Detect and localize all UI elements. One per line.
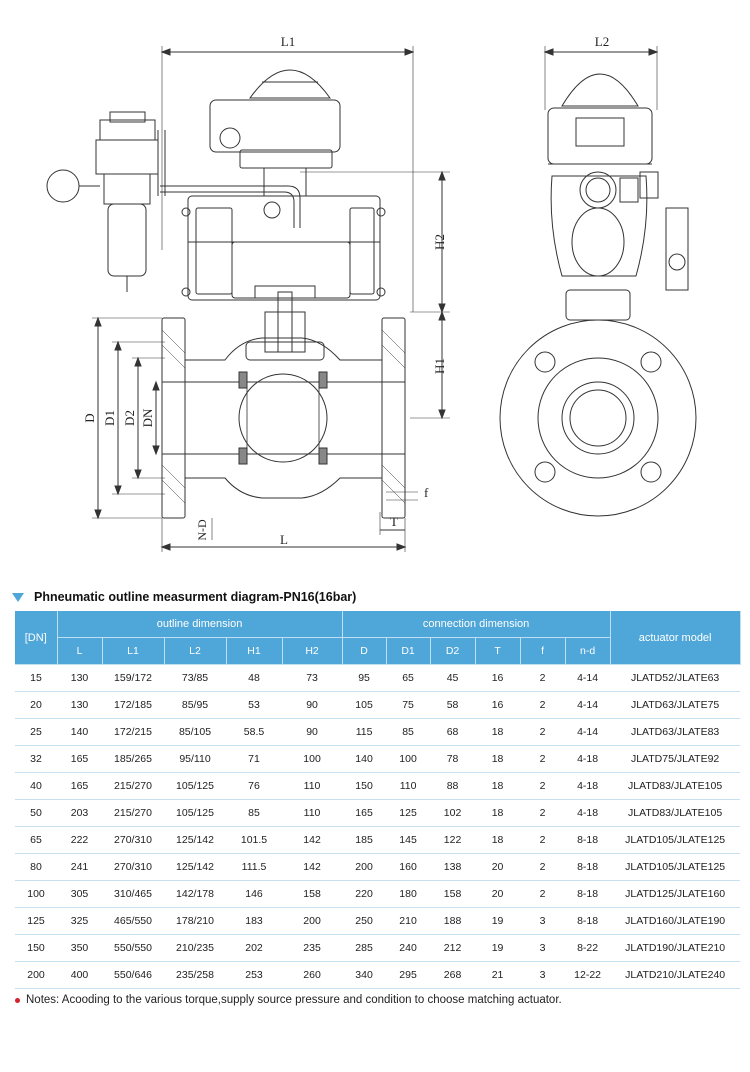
table-cell: 85/105: [164, 719, 226, 746]
table-cell: JLATD125/JLATE160: [610, 881, 740, 908]
table-cell: 200: [342, 854, 386, 881]
table-cell: 178/210: [164, 908, 226, 935]
subheader-cell: L1: [102, 638, 164, 665]
table-cell: 110: [386, 773, 430, 800]
label-H1: H1: [432, 358, 447, 374]
table-cell: 2: [520, 800, 565, 827]
table-cell: 158: [282, 881, 342, 908]
label-L: L: [280, 532, 288, 547]
table-cell: JLATD210/JLATE240: [610, 962, 740, 989]
table-cell: 2: [520, 665, 565, 692]
table-cell: 95/110: [164, 746, 226, 773]
table-cell: 100: [386, 746, 430, 773]
table-cell: 2: [520, 746, 565, 773]
table-cell: 305: [57, 881, 102, 908]
label-f: f: [424, 485, 429, 500]
table-row: [15, 773, 740, 800]
table-cell: 40: [15, 773, 57, 800]
label-D2: D2: [122, 410, 137, 426]
table-cell: 165: [57, 773, 102, 800]
table-cell: 18: [475, 746, 520, 773]
table-cell: 20: [475, 854, 520, 881]
table-cell: 16: [475, 692, 520, 719]
table-row: [15, 665, 740, 692]
table-cell: JLATD63/JLATE75: [610, 692, 740, 719]
table-cell: 183: [226, 908, 282, 935]
table-cell: 2: [520, 692, 565, 719]
table-cell: 2: [520, 854, 565, 881]
label-L2: L2: [594, 34, 610, 49]
table-cell: 212: [430, 935, 475, 962]
table-cell: 125/142: [164, 827, 226, 854]
subheader-cell: f: [520, 638, 565, 665]
table-cell: 100: [15, 881, 57, 908]
table-cell: 110: [282, 800, 342, 827]
table-cell: JLATD105/JLATE125: [610, 827, 740, 854]
table-cell: JLATD160/JLATE190: [610, 908, 740, 935]
table-row: [15, 800, 740, 827]
table-cell: 203: [57, 800, 102, 827]
label-D1: D1: [102, 410, 117, 426]
table-cell: 8-18: [565, 827, 610, 854]
table-cell: 250: [342, 908, 386, 935]
table-cell: 160: [386, 854, 430, 881]
table-cell: 165: [57, 746, 102, 773]
table-cell: 159/172: [102, 665, 164, 692]
dimension-table: [15, 611, 741, 989]
subheader-cell: D: [342, 638, 386, 665]
table-cell: JLATD83/JLATE105: [610, 800, 740, 827]
table-row: [15, 746, 740, 773]
table-cell: 200: [15, 962, 57, 989]
table-cell: 58: [430, 692, 475, 719]
table-cell: 73: [282, 665, 342, 692]
table-cell: 88: [430, 773, 475, 800]
table-cell: 45: [430, 665, 475, 692]
table-cell: 2: [520, 719, 565, 746]
table-cell: 18: [475, 773, 520, 800]
table-cell: 90: [282, 719, 342, 746]
table-cell: 550/646: [102, 962, 164, 989]
section-title: Phneumatic outline measurment diagram-PN16(16bar): [34, 590, 357, 604]
table-cell: 240: [386, 935, 430, 962]
table-cell: 20: [475, 881, 520, 908]
table-row: [15, 908, 740, 935]
table-cell: 50: [15, 800, 57, 827]
table-cell: 310/465: [102, 881, 164, 908]
table-cell: 80: [15, 854, 57, 881]
table-cell: 65: [386, 665, 430, 692]
table-cell: 125/142: [164, 854, 226, 881]
table-cell: 235/258: [164, 962, 226, 989]
table-cell: 53: [226, 692, 282, 719]
table-cell: 111.5: [226, 854, 282, 881]
table-cell: 215/270: [102, 773, 164, 800]
label-ND: N-D: [195, 519, 209, 541]
table-cell: 73/85: [164, 665, 226, 692]
table-cell: 4-14: [565, 692, 610, 719]
table-cell: 100: [282, 746, 342, 773]
table-cell: 101.5: [226, 827, 282, 854]
table-cell: 150: [342, 773, 386, 800]
table-row: [15, 719, 740, 746]
table-cell: JLATD75/JLATE92: [610, 746, 740, 773]
table-cell: 19: [475, 935, 520, 962]
table-cell: 18: [475, 800, 520, 827]
table-cell: JLATD52/JLATE63: [610, 665, 740, 692]
table-cell: JLATD83/JLATE105: [610, 773, 740, 800]
table-row: [15, 692, 740, 719]
subheader-cell: D1: [386, 638, 430, 665]
label-H2: H2: [432, 234, 447, 250]
table-cell: 222: [57, 827, 102, 854]
table-cell: 130: [57, 692, 102, 719]
subheader-cell: T: [475, 638, 520, 665]
table-cell: 400: [57, 962, 102, 989]
table-cell: 105: [342, 692, 386, 719]
table-cell: 8-22: [565, 935, 610, 962]
table-cell: 350: [57, 935, 102, 962]
table-cell: 142: [282, 854, 342, 881]
table-cell: 241: [57, 854, 102, 881]
subheader-cell: n-d: [565, 638, 610, 665]
table-cell: 4-14: [565, 665, 610, 692]
table-cell: 95: [342, 665, 386, 692]
table-cell: 268: [430, 962, 475, 989]
table-cell: 85: [386, 719, 430, 746]
table-cell: 58.5: [226, 719, 282, 746]
table-row: [15, 854, 740, 881]
table-cell: 142: [282, 827, 342, 854]
table-cell: 130: [57, 665, 102, 692]
table-cell: 200: [282, 908, 342, 935]
table-cell: 270/310: [102, 827, 164, 854]
label-DN: DN: [140, 408, 155, 428]
table-cell: 146: [226, 881, 282, 908]
table-cell: 210/235: [164, 935, 226, 962]
table-cell: 48: [226, 665, 282, 692]
table-cell: 172/215: [102, 719, 164, 746]
table-cell: 270/310: [102, 854, 164, 881]
table-cell: 158: [430, 881, 475, 908]
table-cell: 4-14: [565, 719, 610, 746]
header-dn: [DN]: [15, 611, 57, 665]
subheader-cell: L2: [164, 638, 226, 665]
table-cell: 295: [386, 962, 430, 989]
table-cell: 180: [386, 881, 430, 908]
table-cell: 142/178: [164, 881, 226, 908]
table-cell: 102: [430, 800, 475, 827]
triangle-bullet-icon: [12, 593, 24, 602]
label-L1: L1: [280, 34, 296, 49]
table-cell: 140: [57, 719, 102, 746]
header-actuator-model: actuator model: [610, 611, 740, 665]
table-cell: 340: [342, 962, 386, 989]
table-cell: 8-18: [565, 908, 610, 935]
bullet-dot-icon: [15, 998, 20, 1003]
table-cell: 3: [520, 962, 565, 989]
table-cell: 75: [386, 692, 430, 719]
table-cell: 185: [342, 827, 386, 854]
table-cell: 150: [15, 935, 57, 962]
subheader-cell: L: [57, 638, 102, 665]
table-cell: 210: [386, 908, 430, 935]
table-cell: 122: [430, 827, 475, 854]
table-row: [15, 962, 740, 989]
table-cell: 18: [475, 719, 520, 746]
table-cell: 8-18: [565, 881, 610, 908]
table-cell: 125: [15, 908, 57, 935]
table-cell: 465/550: [102, 908, 164, 935]
table-cell: 19: [475, 908, 520, 935]
table-cell: 215/270: [102, 800, 164, 827]
table-cell: 235: [282, 935, 342, 962]
subheader-cell: D2: [430, 638, 475, 665]
table-cell: 20: [15, 692, 57, 719]
section-header: [12, 588, 356, 606]
table-cell: 90: [282, 692, 342, 719]
label-D: D: [82, 413, 97, 423]
table-cell: 110: [282, 773, 342, 800]
footnote-text: Notes: Acooding to the various torque,supply source pressure and condition to choose matching actuator.: [26, 994, 562, 1006]
table-body: [15, 665, 740, 989]
header-connection-dimension: connection dimension: [342, 611, 610, 638]
table-cell: 21: [475, 962, 520, 989]
table-cell: 71: [226, 746, 282, 773]
table-cell: 3: [520, 908, 565, 935]
table-cell: 185/265: [102, 746, 164, 773]
table-cell: 2: [520, 881, 565, 908]
table-cell: 202: [226, 935, 282, 962]
table-cell: JLATD63/JLATE83: [610, 719, 740, 746]
table-cell: 15: [15, 665, 57, 692]
table-cell: 172/185: [102, 692, 164, 719]
table-cell: 4-18: [565, 800, 610, 827]
footnote: [15, 994, 562, 1006]
table-cell: 25: [15, 719, 57, 746]
table-cell: 165: [342, 800, 386, 827]
table-cell: 32: [15, 746, 57, 773]
table-cell: 140: [342, 746, 386, 773]
table-cell: 78: [430, 746, 475, 773]
table-cell: JLATD105/JLATE125: [610, 854, 740, 881]
table-cell: 3: [520, 935, 565, 962]
table-cell: 285: [342, 935, 386, 962]
table-cell: 550/550: [102, 935, 164, 962]
table-cell: 115: [342, 719, 386, 746]
table-cell: 76: [226, 773, 282, 800]
table-cell: 145: [386, 827, 430, 854]
table-cell: 16: [475, 665, 520, 692]
table-cell: 2: [520, 827, 565, 854]
header-outline-dimension: outline dimension: [57, 611, 342, 638]
table-cell: 68: [430, 719, 475, 746]
table-cell: 220: [342, 881, 386, 908]
table-row: [15, 827, 740, 854]
subheader-cell: H2: [282, 638, 342, 665]
table-cell: 85/95: [164, 692, 226, 719]
table-cell: 125: [386, 800, 430, 827]
label-T: T: [390, 514, 398, 529]
table-cell: 12-22: [565, 962, 610, 989]
table-cell: 105/125: [164, 800, 226, 827]
table-cell: 253: [226, 962, 282, 989]
table-cell: 65: [15, 827, 57, 854]
subheader-cell: H1: [226, 638, 282, 665]
table-cell: 2: [520, 773, 565, 800]
table-cell: 85: [226, 800, 282, 827]
table-cell: 260: [282, 962, 342, 989]
table-cell: 138: [430, 854, 475, 881]
table-cell: 4-18: [565, 746, 610, 773]
table-cell: 4-18: [565, 773, 610, 800]
table-row: [15, 881, 740, 908]
table-cell: 188: [430, 908, 475, 935]
table-row: [15, 935, 740, 962]
table-cell: JLATD190/JLATE210: [610, 935, 740, 962]
table-cell: 8-18: [565, 854, 610, 881]
table-cell: 325: [57, 908, 102, 935]
table-cell: 18: [475, 827, 520, 854]
table-cell: 105/125: [164, 773, 226, 800]
